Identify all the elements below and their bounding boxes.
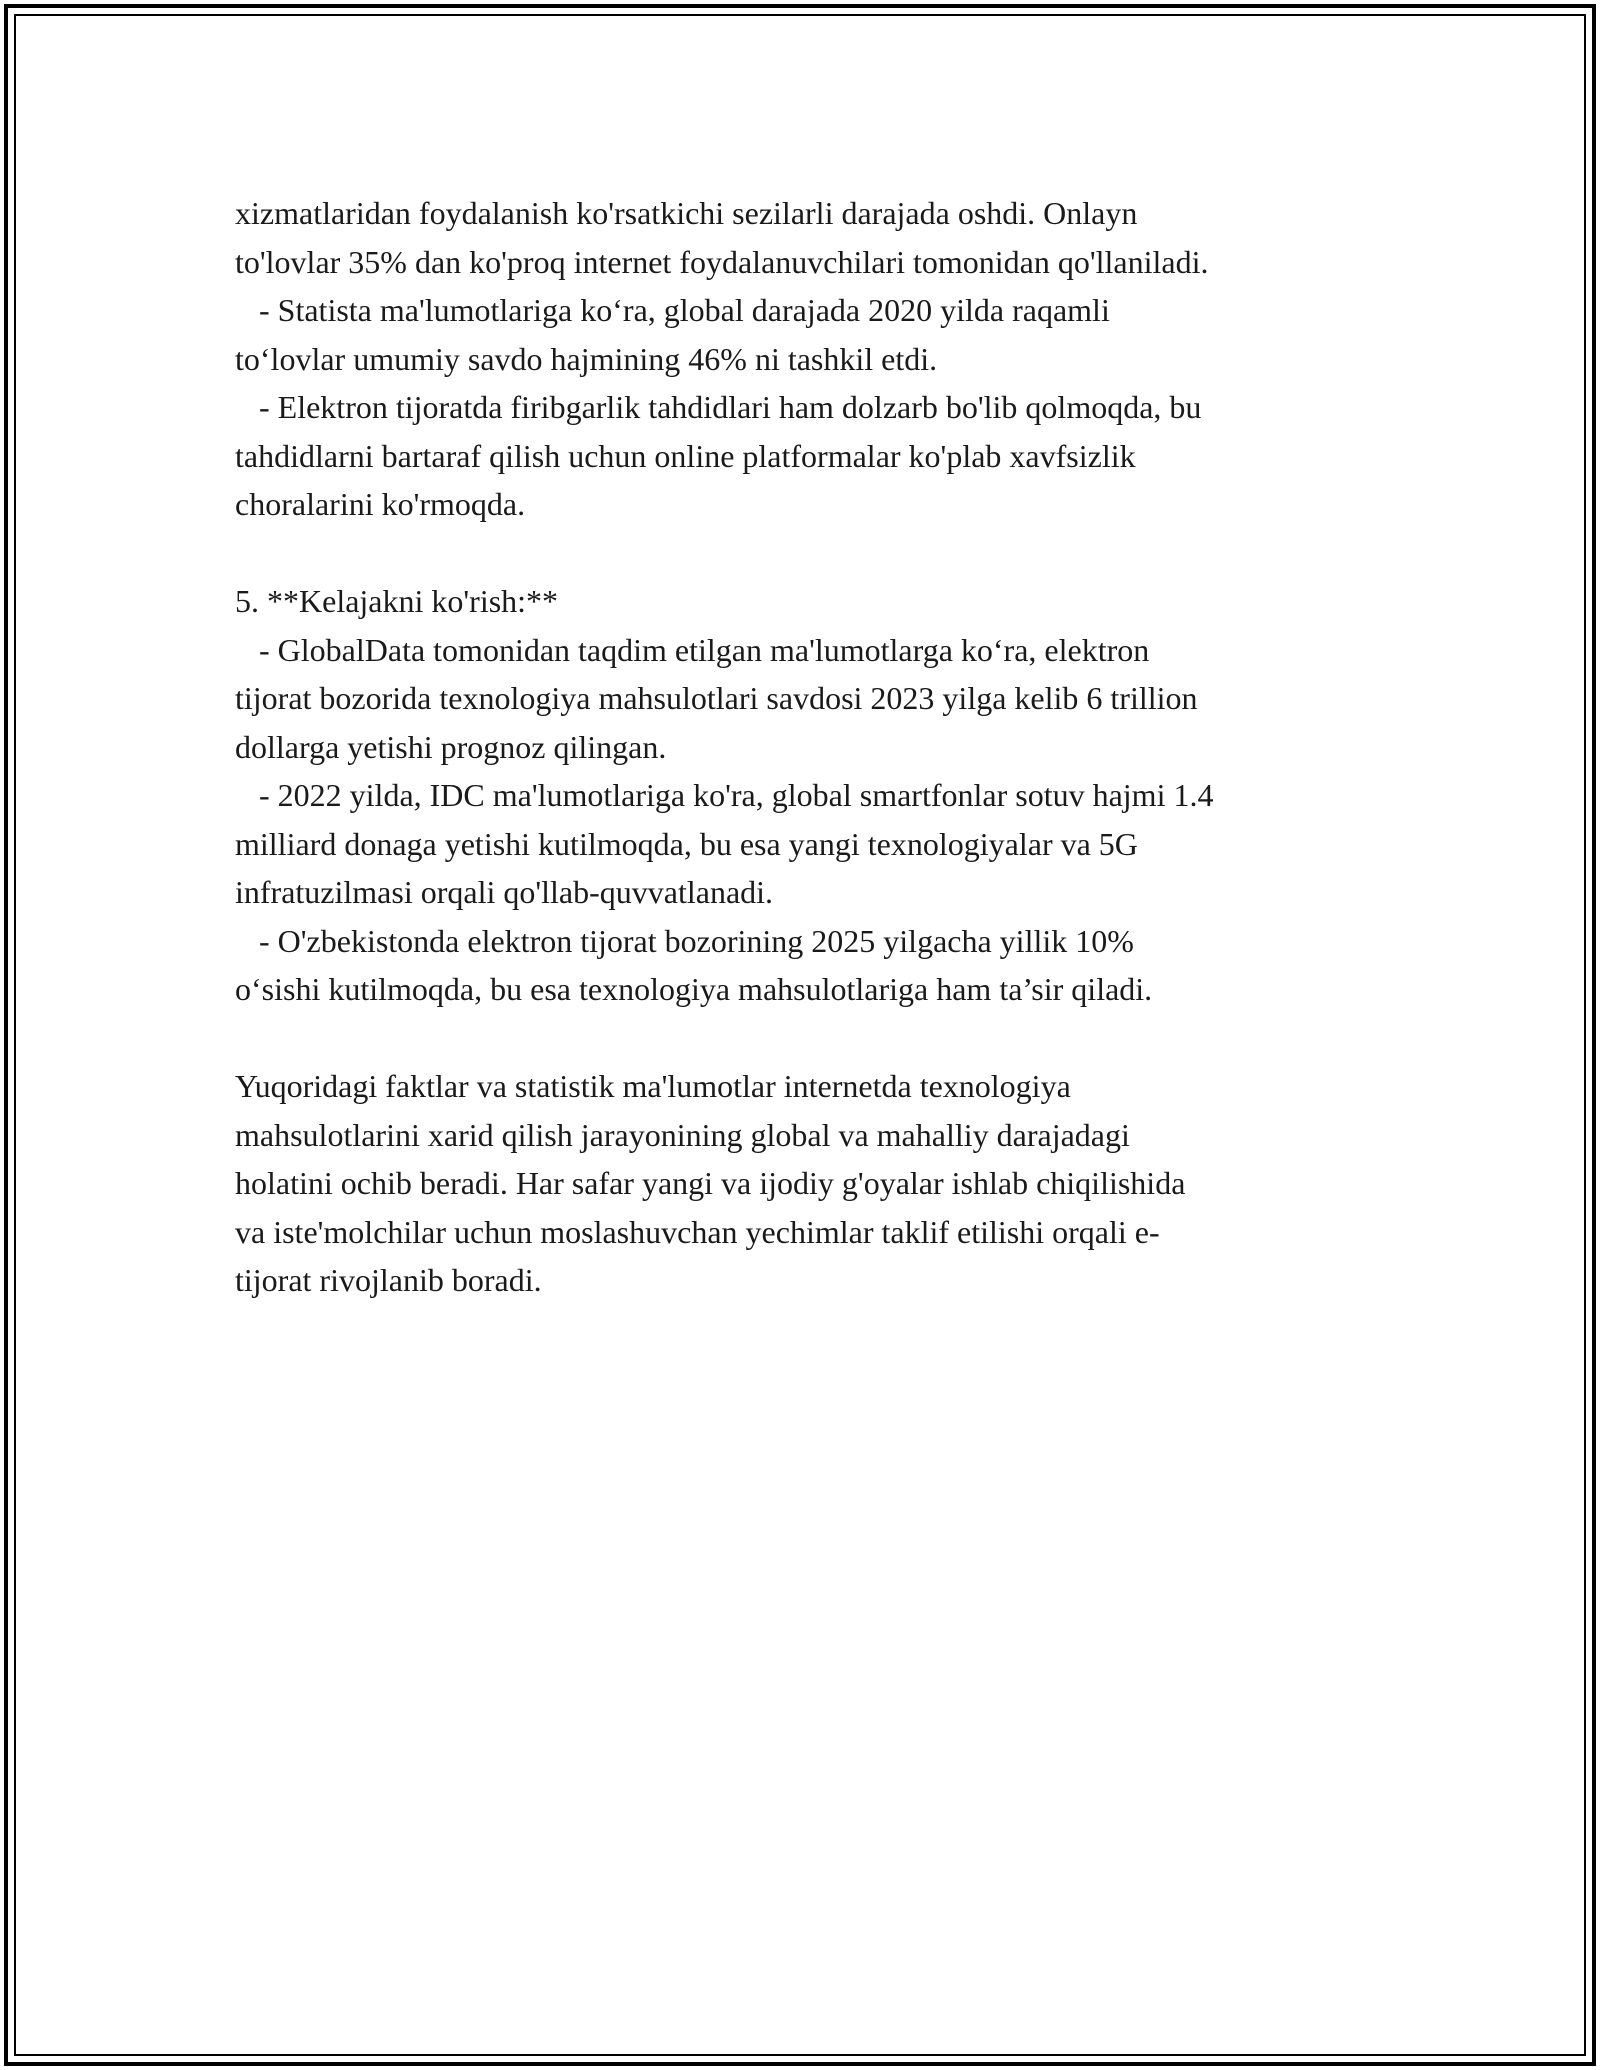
text-line: to‘lovlar umumiy savdo hajmining 46% ni tashkil etdi. xyxy=(235,340,938,377)
paragraph-4-continuation xyxy=(235,189,1375,286)
bullet-fraud xyxy=(235,383,1375,529)
paragraph-spacer xyxy=(235,529,1375,578)
text-line: tijorat bozorida texnologiya mahsulotlari savdosi 2023 yilga kelib 6 trillion xyxy=(235,680,1198,716)
text-line: milliard donaga yetishi kutilmoqda, bu esa yangi texnologiyalar va 5G xyxy=(235,825,1138,862)
text-line: Yuqoridagi faktlar va statistik ma'lumotlar internetda texnologiya xyxy=(235,1068,1071,1104)
text-line: to'lovlar 35% dan ko'proq internet foydalanuvchilari tomonidan qo'llaniladi. xyxy=(235,243,1209,280)
text-line: xizmatlaridan foydalanish ko'rsatkichi sezilarli darajada oshdi. Onlayn xyxy=(235,195,1138,231)
bullet-idc xyxy=(235,771,1375,917)
bullet-globaldata xyxy=(235,626,1375,772)
text-line: mahsulotlarini xarid qilish jarayonining global va mahalliy darajadagi xyxy=(235,1116,1130,1153)
bullet-statista xyxy=(235,286,1375,383)
text-line: - O'zbekistonda elektron tijorat bozorining 2025 yilgacha yillik 10% xyxy=(235,922,1134,959)
text-line: - GlobalData tomonidan taqdim etilgan ma'lumotlarga ko‘ra, elektron xyxy=(235,631,1150,668)
text-line: tahdidlarni bartaraf qilish uchun online platformalar ko'plab xavfsizlik xyxy=(235,437,1136,474)
text-line: - Statista ma'lumotlariga ko‘ra, global darajada 2020 yilda raqamli xyxy=(235,292,1110,328)
document-body xyxy=(235,189,1375,1305)
text-line: o‘sishi kutilmoqda, bu esa texnologiya mahsulotlariga ham ta’sir qiladi. xyxy=(235,971,1153,1007)
text-line: holatini ochib beradi. Har safar yangi va ijodiy g'oyalar ishlab chiqilishida xyxy=(235,1165,1186,1201)
text-line: choralarini ko'rmoqda. xyxy=(235,486,526,522)
text-line: tijorat rivojlanib boradi. xyxy=(235,1262,542,1298)
paragraph-spacer xyxy=(235,1014,1375,1063)
section-5-heading: 5. **Kelajakni ko'rish:** xyxy=(235,583,559,619)
bullet-uzbekistan xyxy=(235,917,1375,1014)
text-line: - 2022 yilda, IDC ma'lumotlariga ko'ra, global smartfonlar sotuv hajmi 1.4 xyxy=(235,777,1214,813)
text-line: dollarga yetishi prognoz qilingan. xyxy=(235,728,667,765)
text-line: va iste'molchilar uchun moslashuvchan yechimlar taklif etilishi orqali e- xyxy=(235,1213,1160,1250)
conclusion-paragraph xyxy=(235,1062,1375,1305)
text-line: infratuzilmasi orqali qo'llab-quvvatlanadi. xyxy=(235,874,774,910)
text-line: - Elektron tijoratda firibgarlik tahdidlari ham dolzarb bo'lib qolmoqda, bu xyxy=(235,389,1202,425)
